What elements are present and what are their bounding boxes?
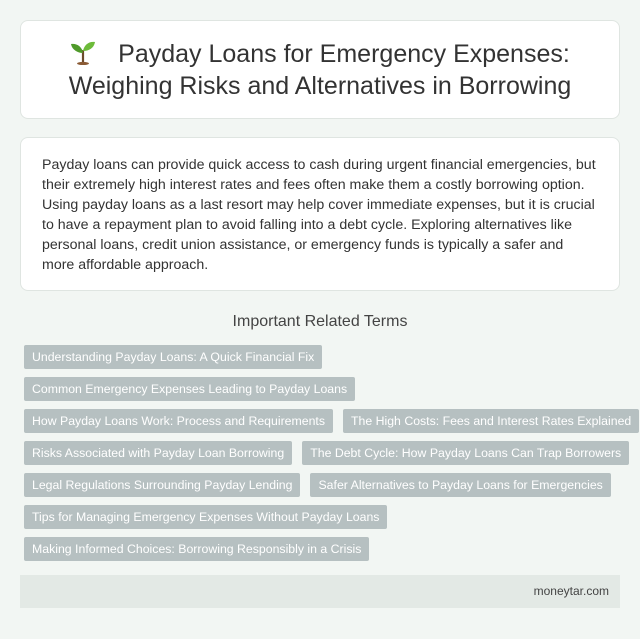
tag-row: [24, 537, 624, 561]
related-term-tag[interactable]: How Payday Loans Work: Process and Requirements: [24, 409, 333, 433]
tag-row: [24, 441, 624, 465]
tag-row: [24, 473, 624, 497]
related-term-tag[interactable]: The High Costs: Fees and Interest Rates Explained: [343, 409, 639, 433]
related-terms-heading: Important Related Terms: [232, 313, 408, 330]
related-term-tag[interactable]: Understanding Payday Loans: A Quick Financial Fix: [24, 345, 322, 369]
related-term-tag[interactable]: Risks Associated with Payday Loan Borrowing: [24, 441, 292, 465]
site-link[interactable]: moneytar.com: [533, 584, 609, 598]
related-term-tag[interactable]: Making Informed Choices: Borrowing Responsibly in a Crisis: [24, 537, 369, 561]
tag-row: [24, 409, 632, 433]
summary-text: Payday loans can provide quick access to cash during urgent financial emergencies, but their extremely high interest rates and fees often make them a costly borrowing option. Using payday loans as a last resort may help cover immediate expenses, but it is crucial to have a repayment plan to avoid falling into a debt cycle. Exploring alternatives like personal loans, credit union assistance, or emergency funds is typically a safer and more affordable approach.: [42, 157, 596, 273]
tag-row: [24, 377, 624, 401]
page-title: [21, 38, 619, 102]
related-term-tag[interactable]: Tips for Managing Emergency Expenses Without Payday Loans: [24, 505, 387, 529]
related-terms-list: [24, 345, 632, 569]
related-term-tag[interactable]: Legal Regulations Surrounding Payday Lending: [24, 473, 300, 497]
related-term-tag[interactable]: Common Emergency Expenses Leading to Payday Loans: [24, 377, 355, 401]
related-term-tag[interactable]: Safer Alternatives to Payday Loans for Emergencies: [310, 473, 610, 497]
tag-row: [24, 505, 624, 529]
footer: [20, 575, 620, 608]
summary-card: [20, 137, 620, 291]
tag-row: [24, 345, 624, 369]
title-card: [20, 20, 620, 119]
title-text: Payday Loans for Emergency Expenses: Weighing Risks and Alternatives in Borrowing: [68, 39, 572, 100]
related-term-tag[interactable]: The Debt Cycle: How Payday Loans Can Trap Borrowers: [302, 441, 629, 465]
sprout-icon: [70, 39, 96, 65]
